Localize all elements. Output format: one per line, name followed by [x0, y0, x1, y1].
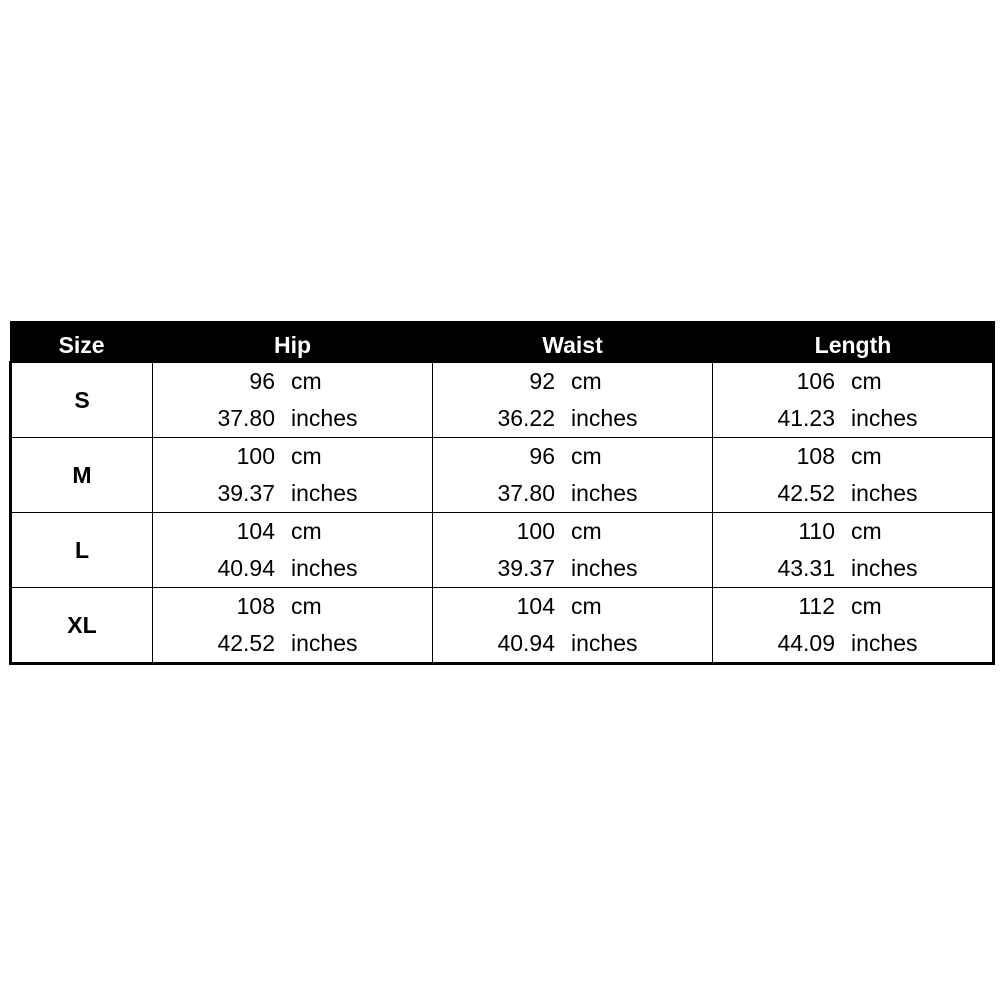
unit-label: cm [291, 593, 322, 619]
hip-inch-value: 40.94 [217, 555, 275, 581]
hip-cell [153, 438, 433, 513]
unit-label: inches [291, 630, 358, 656]
size-cell: M [11, 438, 153, 513]
waist-cell [433, 513, 713, 588]
unit-label: cm [571, 443, 602, 469]
unit-label: inches [571, 405, 638, 431]
size-cell: L [11, 513, 153, 588]
unit-label: cm [851, 368, 882, 394]
table-row [11, 588, 994, 664]
table-row [11, 513, 994, 588]
hip-cm-value: 108 [236, 593, 275, 619]
waist-inch-value: 39.37 [497, 555, 555, 581]
unit-label: cm [851, 518, 882, 544]
header-size: Size [11, 322, 153, 362]
unit-label: inches [851, 480, 918, 506]
waist-cm-value: 92 [529, 368, 555, 394]
unit-label: cm [571, 368, 602, 394]
waist-inch-value: 40.94 [497, 630, 555, 656]
waist-cm-value: 96 [529, 443, 555, 469]
length-inch-value: 41.23 [777, 405, 835, 431]
waist-cell [433, 362, 713, 438]
length-cm-value: 106 [796, 368, 835, 394]
hip-cm-value: 104 [236, 518, 275, 544]
length-cm-value: 110 [798, 518, 835, 544]
unit-label: inches [571, 480, 638, 506]
header-length: Length [713, 322, 994, 362]
hip-cm-value: 96 [249, 368, 275, 394]
hip-inch-value: 37.80 [217, 405, 275, 431]
unit-label: cm [851, 593, 882, 619]
length-cell [713, 513, 994, 588]
unit-label: cm [571, 518, 602, 544]
hip-cell [153, 513, 433, 588]
unit-label: inches [571, 555, 638, 581]
unit-label: cm [291, 368, 322, 394]
hip-cell [153, 588, 433, 664]
length-cm-value: 112 [798, 593, 835, 619]
unit-label: cm [851, 443, 882, 469]
unit-label: cm [571, 593, 602, 619]
header-waist: Waist [433, 322, 713, 362]
length-cell [713, 588, 994, 664]
length-inch-value: 44.09 [777, 630, 835, 656]
hip-cm-value: 100 [236, 443, 275, 469]
unit-label: inches [851, 405, 918, 431]
unit-label: inches [291, 480, 358, 506]
header-row [11, 322, 994, 362]
unit-label: inches [291, 405, 358, 431]
unit-label: inches [851, 630, 918, 656]
table-row [11, 362, 994, 438]
hip-cell [153, 362, 433, 438]
waist-cell [433, 588, 713, 664]
waist-cm-value: 100 [516, 518, 555, 544]
waist-inch-value: 36.22 [497, 405, 555, 431]
waist-cell [433, 438, 713, 513]
unit-label: cm [291, 443, 322, 469]
length-inch-value: 42.52 [777, 480, 835, 506]
size-cell: XL [11, 588, 153, 664]
hip-inch-value: 42.52 [217, 630, 275, 656]
unit-label: inches [571, 630, 638, 656]
waist-inch-value: 37.80 [497, 480, 555, 506]
size-chart-table [9, 321, 995, 665]
unit-label: cm [291, 518, 322, 544]
unit-label: inches [851, 555, 918, 581]
header-hip: Hip [153, 322, 433, 362]
length-cm-value: 108 [796, 443, 835, 469]
table-row [11, 438, 994, 513]
length-cell [713, 362, 994, 438]
size-cell: S [11, 362, 153, 438]
waist-cm-value: 104 [516, 593, 555, 619]
length-cell [713, 438, 994, 513]
hip-inch-value: 39.37 [217, 480, 275, 506]
length-inch-value: 43.31 [777, 555, 835, 581]
unit-label: inches [291, 555, 358, 581]
